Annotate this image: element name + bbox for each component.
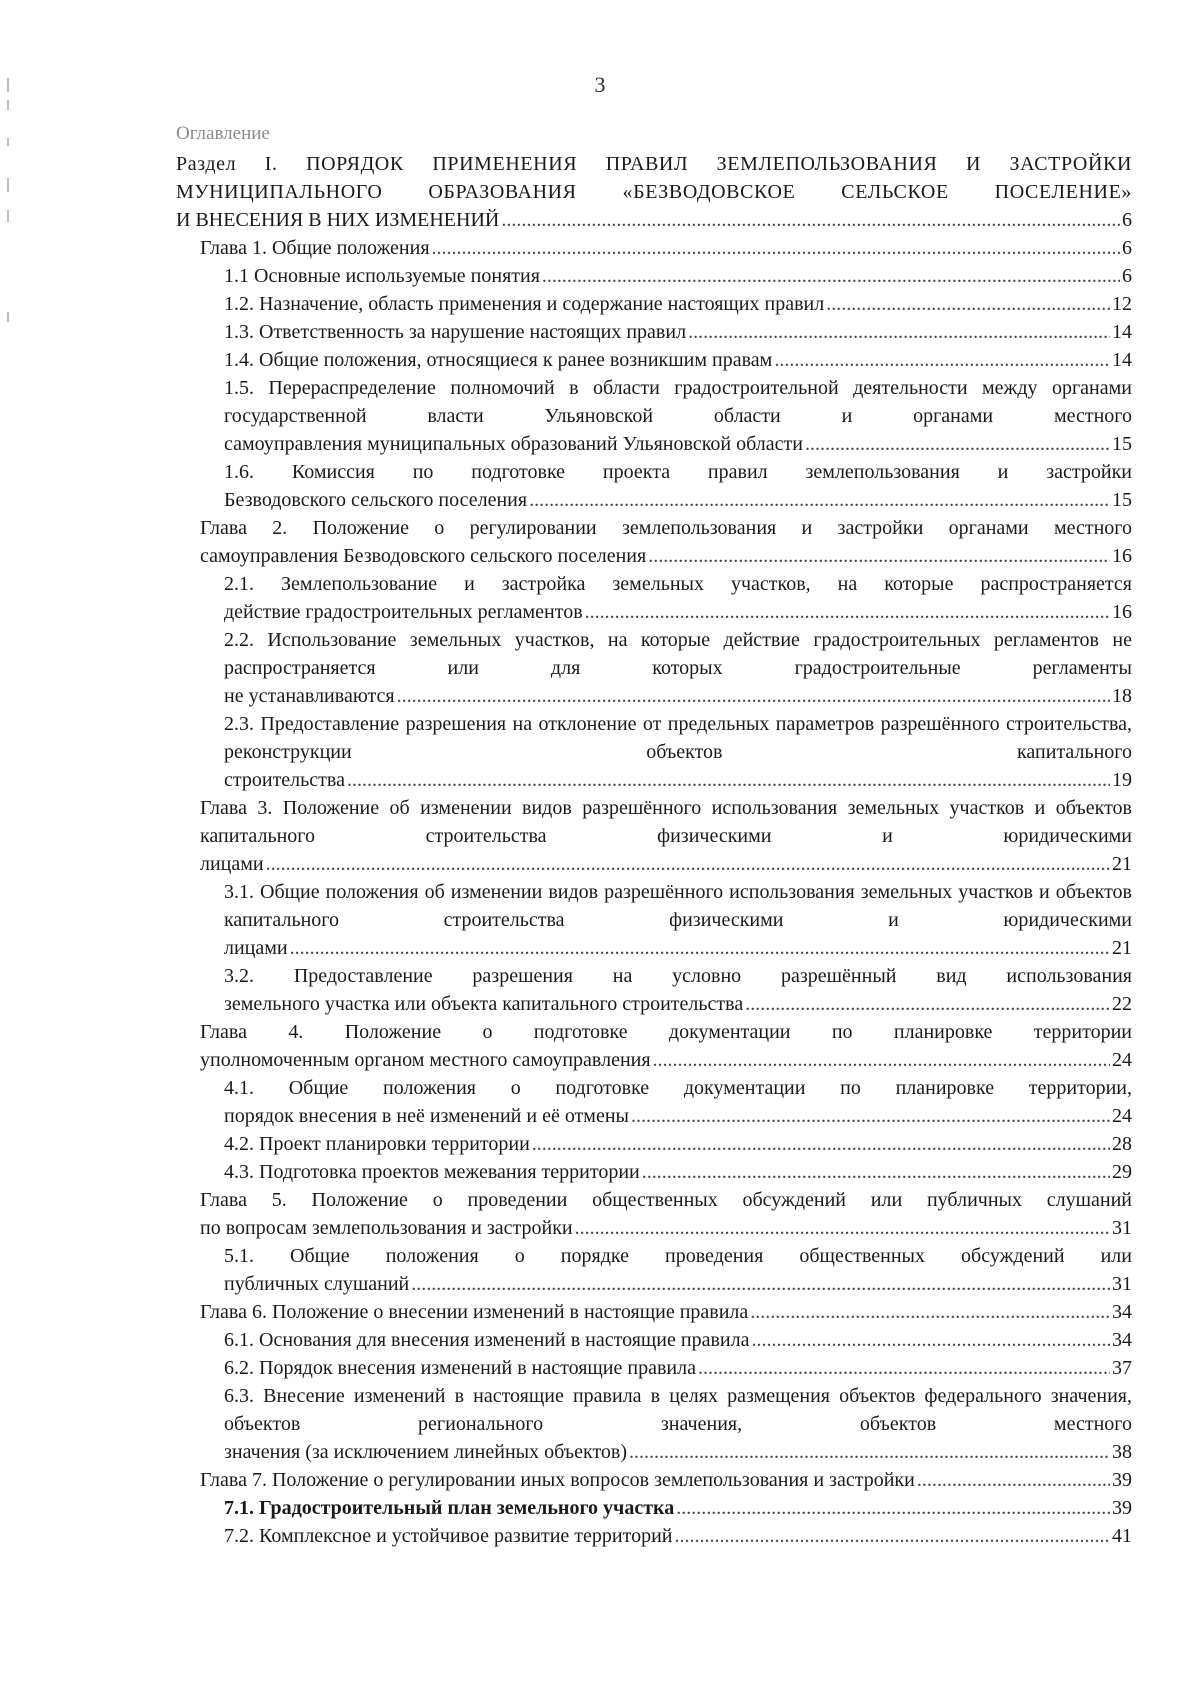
toc-entry-text: Раздел I. ПОРЯДОК ПРИМЕНЕНИЯ ПРАВИЛ ЗЕМЛЕПОЛЬЗОВАНИЯ И ЗАСТРОЙКИ МУНИЦИПАЛЬНОГО ОБРАЗОВАНИЯ «БЕЗВОДОВСКОЕ СЕЛЬСКОЕ ПОСЕЛЕНИЕ» [176,153,1132,203]
toc-entry-line [224,766,1132,794]
toc-entry-text: 2.1. Землепользование и застройка земельных участков, на которые распространяется [224,573,1132,595]
page-number: 3 [594,72,606,97]
toc-entry[interactable] [176,1186,1132,1242]
dot-leader [629,1438,1110,1466]
toc-page-number: 6 [1122,237,1132,259]
scan-mark [7,138,9,146]
toc-entry-text: 2.3. Предоставление разрешения на отклонение от предельных параметров разрешённого строительства, реконструкции объектов капитального [224,713,1132,763]
dot-leader [688,318,1110,346]
toc-entry[interactable] [176,794,1132,878]
dot-leader [266,850,1110,878]
toc-entry-line [224,1438,1132,1466]
toc-entry[interactable] [176,1074,1132,1130]
dot-leader [653,1046,1110,1074]
dot-leader [745,990,1110,1018]
toc-page-number: 16 [1112,545,1132,567]
toc-entry-line [224,430,1132,458]
dot-leader [397,682,1110,710]
toc-entry-line [224,1102,1132,1130]
dot-leader [917,1466,1110,1494]
toc-page-number: 21 [1112,937,1132,959]
toc-entry-text: 5.1. Общие положения о порядке проведения общественных обсуждений или [224,1245,1132,1267]
dot-leader [532,1130,1110,1158]
scan-mark [7,178,9,192]
dot-leader [542,262,1120,290]
toc-page-number: 31 [1112,1217,1132,1239]
toc-entry-line [224,1326,1132,1354]
toc-entry[interactable] [176,1242,1132,1298]
toc-entry-title: Безводовского сельского поселения [224,489,528,511]
toc-entry-text: 2.2. Использование земельных участков, на которые действие градостроительных регламентов не распространяется или для которых градостроительные регламенты [224,629,1132,679]
toc-entry-line [200,234,1132,262]
toc-page-number: 39 [1112,1497,1132,1519]
toc-entry-line [224,1354,1132,1382]
toc-entry-line [200,1466,1132,1494]
toc-entry[interactable] [176,626,1132,710]
toc-entry-title: порядок внесения в неё изменений и её отмены [224,1105,629,1127]
dot-leader [432,234,1120,262]
toc-entry-title: 7.1. Градостроительный план земельного участка [224,1497,675,1519]
toc-entry-line [224,934,1132,962]
toc-entry-title: 4.3. Подготовка проектов межевания территории [224,1161,640,1183]
toc-entry-text: Глава 4. Положение о подготовке документации по планировке территории [200,1021,1132,1043]
toc-page-number: 34 [1112,1329,1132,1351]
toc-entry-title: самоуправления Безводовского сельского поселения [200,545,647,567]
toc-entry-title: 7.2. Комплексное и устойчивое развитие территорий [224,1525,673,1547]
toc-entry-line [224,598,1132,626]
toc-entry-text: Глава 2. Положение о регулировании землепользования и застройки органами местного [200,517,1132,539]
toc-entry-title: И ВНЕСЕНИЯ В НИХ ИЗМЕНЕНИЙ [176,209,500,231]
dot-leader [826,290,1110,318]
toc-entry[interactable] [176,514,1132,570]
toc-entry[interactable] [176,1522,1132,1550]
dot-leader [529,486,1110,514]
toc-entry-line [224,990,1132,1018]
toc-entry-title: 6.1. Основания для внесения изменений в настоящие правила [224,1329,750,1351]
toc-entry-title: 4.2. Проект планировки территории [224,1133,530,1155]
toc-page-number: 15 [1112,433,1132,455]
toc-entry[interactable] [176,458,1132,514]
dot-leader [411,1270,1110,1298]
toc-entry-title: 1.4. Общие положения, относящиеся к ранее возникшим правам [224,349,773,371]
toc-entry-title: публичных слушаний [224,1273,410,1295]
toc-entry-text: Глава 5. Положение о проведении общественных обсуждений или публичных слушаний [200,1189,1132,1211]
toc-entry-title: Глава 1. Общие положения [200,237,430,259]
toc-page-number: 15 [1112,489,1132,511]
toc-entry-title: не устанавливаются [224,685,395,707]
toc-entry-title: уполномоченным органом местного самоуправления [200,1049,651,1071]
toc-page-number: 22 [1112,993,1132,1015]
toc-entry-line [200,542,1132,570]
dot-leader [585,598,1110,626]
toc-page-number: 21 [1112,853,1132,875]
dot-leader [290,934,1110,962]
toc-entry-text: 3.1. Общие положения об изменении видов разрешённого использования земельных участков и объектов капитального строительства физическими и юридическими [224,881,1132,931]
dot-leader [676,1494,1110,1522]
toc-entry-title: лицами [224,937,288,959]
toc-entry-title: 1.1 Основные используемые понятия [224,265,540,287]
toc-page-number: 31 [1112,1273,1132,1295]
toc-entry-text: 1.6. Комиссия по подготовке проекта правил землепользования и застройки [224,461,1132,483]
toc-entry[interactable] [176,1494,1132,1522]
toc-entry-title: 1.3. Ответственность за нарушение настоящих правил [224,321,687,343]
toc-entry-title: Глава 6. Положение о внесении изменений в настоящие правила [200,1301,749,1323]
toc-page-number: 28 [1112,1133,1132,1155]
toc-entry[interactable] [176,150,1132,234]
toc-entry-line [224,1158,1132,1186]
dot-leader [575,1214,1110,1242]
toc-page-number: 37 [1112,1357,1132,1379]
toc-entry-title: Глава 7. Положение о регулировании иных вопросов землепользования и застройки [200,1469,915,1491]
toc-entry[interactable] [176,346,1132,374]
toc-entry[interactable] [176,234,1132,262]
toc-page-number: 34 [1112,1301,1132,1323]
toc-page-number: 6 [1122,209,1132,231]
table-of-contents [176,120,1132,1550]
toc-heading: Оглавление [176,123,270,144]
toc-entry[interactable] [176,1018,1132,1074]
toc-entry-text: 6.3. Внесение изменений в настоящие правила в целях размещения объектов федерального значения, объектов регионального значения, объектов местного [224,1385,1132,1435]
toc-entry-title: значения (за исключением линейных объектов) [224,1441,628,1463]
toc-entry[interactable] [176,1466,1132,1494]
scan-mark [7,312,9,322]
dot-leader [698,1354,1110,1382]
toc-page-number: 19 [1112,769,1132,791]
toc-entry-line [224,290,1132,318]
toc-entry[interactable] [176,1298,1132,1326]
toc-entry-line [200,1298,1132,1326]
dot-leader [675,1522,1111,1550]
scan-mark [7,210,9,222]
dot-leader [805,430,1110,458]
toc-entry[interactable] [176,290,1132,318]
toc-page-number: 39 [1112,1469,1132,1491]
toc-page-number: 16 [1112,601,1132,623]
toc-entry-line [200,1046,1132,1074]
toc-page-number: 18 [1112,685,1132,707]
toc-entry-text: 4.1. Общие положения о подготовке документации по планировке территории, [224,1077,1132,1099]
toc-entry[interactable] [176,262,1132,290]
toc-entry-title: по вопросам землепользования и застройки [200,1217,573,1239]
toc-page-number: 41 [1112,1525,1132,1547]
toc-entry[interactable] [176,1354,1132,1382]
dot-leader [631,1102,1110,1130]
toc-entry-line [224,262,1132,290]
toc-entry-line [224,1522,1132,1550]
toc-entry[interactable] [176,1158,1132,1186]
toc-entry-title: 6.2. Порядок внесения изменений в настоящие правила [224,1357,696,1379]
toc-entry-line [224,486,1132,514]
toc-entry[interactable] [176,318,1132,346]
toc-entry[interactable] [176,962,1132,1018]
toc-page-number: 14 [1112,321,1132,343]
toc-entry-line [224,1130,1132,1158]
toc-page-number: 6 [1122,265,1132,287]
toc-page-number: 12 [1112,293,1132,315]
toc-entry-title: лицами [200,853,264,875]
dot-leader [648,542,1110,570]
dot-leader [751,1326,1110,1354]
toc-entry-title: 1.2. Назначение, область применения и содержание настоящих правил [224,293,825,315]
toc-entry-line [224,346,1132,374]
dot-leader [642,1158,1110,1186]
toc-page-number: 24 [1112,1105,1132,1127]
scan-mark [7,100,9,110]
dot-leader [501,206,1120,234]
toc-entry-text: Глава 3. Положение об изменении видов разрешённого использования земельных участков и объектов капитального строительства физическими и юридическими [200,797,1132,847]
toc-entry[interactable] [176,1326,1132,1354]
toc-entry[interactable] [176,878,1132,962]
toc-entry[interactable] [176,374,1132,458]
toc-entry-line [224,682,1132,710]
toc-entry-title: самоуправления муниципальных образований Ульяновской области [224,433,803,455]
toc-entry-line [200,1214,1132,1242]
toc-entry-line [176,206,1132,234]
toc-entry-title: строительства [224,769,345,791]
toc-entry-line [200,850,1132,878]
dot-leader [750,1298,1110,1326]
toc-entry[interactable] [176,710,1132,794]
toc-page-number: 29 [1112,1161,1132,1183]
toc-page-number: 38 [1112,1441,1132,1463]
toc-page-number: 24 [1112,1049,1132,1071]
dot-leader [774,346,1110,374]
toc-entry[interactable] [176,1382,1132,1466]
toc-entry[interactable] [176,1130,1132,1158]
toc-entry-line [224,318,1132,346]
toc-entry-line [224,1494,1132,1522]
toc-entry-text: 1.5. Перераспределение полномочий в области градостроительной деятельности между органами государственной власти Ульяновской области и органами местного [224,377,1132,427]
toc-entry-line [224,1270,1132,1298]
toc-page-number: 14 [1112,349,1132,371]
dot-leader [347,766,1110,794]
toc-entry[interactable] [176,570,1132,626]
toc-entry-text: 3.2. Предоставление разрешения на условно разрешённый вид использования [224,965,1132,987]
toc-entry-title: земельного участка или объекта капитального строительства [224,993,744,1015]
toc-entry-title: действие градостроительных регламентов [224,601,583,623]
